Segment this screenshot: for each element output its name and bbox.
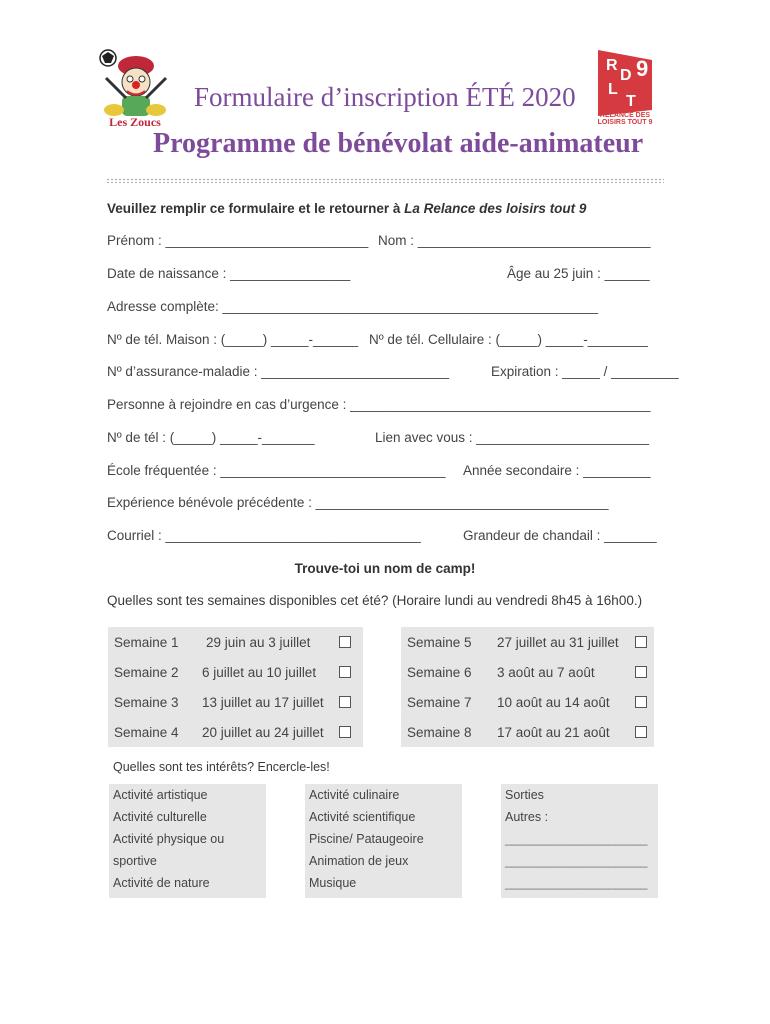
field-expiration[interactable]: Expiration : _____ / _________	[491, 364, 679, 379]
camp-logo-text: Les Zoucs	[109, 115, 161, 129]
week-row	[108, 657, 363, 687]
week-label: Semaine 5	[407, 634, 472, 650]
week-dates: 10 août au 14 août	[497, 694, 610, 710]
week-row	[401, 717, 654, 747]
dotted-divider	[106, 178, 664, 183]
rdlt-letter-r: R	[606, 57, 618, 74]
week-row	[401, 687, 654, 717]
week-checkbox[interactable]	[339, 726, 351, 738]
interests-col-2	[305, 784, 462, 898]
rdlt-letter-t: T	[626, 93, 636, 110]
week-dates: 27 juillet au 31 juillet	[497, 634, 619, 650]
interest-item[interactable]: Autres :	[505, 810, 549, 824]
week-checkbox[interactable]	[339, 696, 351, 708]
week-dates: 13 juillet au 17 juillet	[202, 694, 324, 710]
interest-item[interactable]: Activité physique ou	[113, 832, 225, 846]
other-interest-line[interactable]: ______________________	[505, 876, 647, 890]
week-dates: 20 juillet au 24 juillet	[202, 724, 324, 740]
field-annee-secondaire[interactable]: Année secondaire : _________	[463, 463, 651, 478]
week-row	[108, 717, 363, 747]
week-row	[401, 657, 654, 687]
camp-logo	[96, 48, 174, 130]
field-date-naissance[interactable]: Date de naissance : ________________	[107, 266, 351, 281]
rdlt-logo	[592, 46, 658, 130]
week-label: Semaine 7	[407, 694, 472, 710]
interest-item[interactable]: Activité de nature	[113, 876, 210, 890]
rdlt-letter-l: L	[608, 81, 618, 98]
rdlt-caption: RELANCE DES LOISIRS TOUT 9	[597, 112, 653, 126]
interests-question: Quelles sont tes intérêts? Encercle-les!	[113, 760, 330, 774]
week-label: Semaine 3	[114, 694, 179, 710]
week-checkbox[interactable]	[339, 636, 351, 648]
field-chandail[interactable]: Grandeur de chandail : _______	[463, 528, 657, 543]
week-label: Semaine 8	[407, 724, 472, 740]
field-ecole[interactable]: École fréquentée : ______________________________	[107, 463, 446, 478]
field-assurance-maladie[interactable]: Nº d’assurance-maladie : _________________________	[107, 364, 449, 379]
rdlt-letter-d: D	[620, 67, 632, 84]
intro-text	[107, 201, 586, 216]
week-dates: 6 juillet au 10 juillet	[202, 664, 317, 680]
field-nom[interactable]: Nom : _______________________________	[378, 233, 651, 248]
field-tel-cellulaire[interactable]: Nº de tél. Cellulaire : (_____) _____-________	[369, 332, 648, 347]
field-age[interactable]: Âge au 25 juin : ______	[507, 266, 650, 281]
week-checkbox[interactable]	[635, 696, 647, 708]
field-personne-urgence[interactable]: Personne à rejoindre en cas d’urgence : ________________________________________	[107, 397, 651, 412]
week-label: Semaine 6	[407, 664, 472, 680]
other-interest-line[interactable]: ______________________	[505, 854, 647, 868]
field-adresse[interactable]: Adresse complète: __________________________________________________	[107, 299, 598, 314]
field-courriel[interactable]: Courriel : __________________________________	[107, 528, 421, 543]
week-checkbox[interactable]	[635, 726, 647, 738]
field-prenom[interactable]: Prénom : ___________________________	[107, 233, 369, 248]
camp-name-heading: Trouve-toi un nom de camp!	[294, 561, 476, 576]
interest-item[interactable]: Activité culturelle	[113, 810, 207, 824]
week-label: Semaine 2	[114, 664, 179, 680]
interest-item[interactable]: Activité scientifique	[309, 810, 416, 824]
field-tel-urgence[interactable]: Nº de tél : (_____) _____-_______	[107, 430, 315, 445]
field-experience[interactable]: Expérience bénévole précédente : _______________________________________	[107, 495, 609, 510]
week-checkbox[interactable]	[635, 666, 647, 678]
week-dates: 3 août au 7 août	[497, 664, 595, 680]
week-label: Semaine 1	[114, 634, 179, 650]
week-row	[401, 627, 654, 657]
interests-col-3	[501, 784, 658, 898]
intro-prefix: Veuillez remplir ce formulaire et le retourner à	[107, 201, 405, 216]
rdlt-letter-9: 9	[636, 56, 649, 81]
form-title: Formulaire d’inscription ÉTÉ 2020	[194, 82, 576, 112]
other-interest-line[interactable]: ______________________	[505, 832, 647, 846]
interest-item[interactable]: Activité culinaire	[309, 788, 400, 802]
interest-item[interactable]: Sorties	[505, 788, 544, 802]
intro-org: La Relance des loisirs tout 9	[404, 201, 587, 216]
interest-item[interactable]: Animation de jeux	[309, 854, 409, 868]
weeks-question: Quelles sont tes semaines disponibles cet été? (Horaire lundi au vendredi 8h45 à 16h00.)	[107, 593, 643, 608]
form-subtitle: Programme de bénévolat aide-animateur	[153, 128, 644, 159]
field-lien[interactable]: Lien avec vous : _______________________	[375, 430, 649, 445]
interests-col-1	[109, 784, 266, 898]
week-dates: 17 août au 21 août	[497, 724, 610, 740]
week-dates: 29 juin au 3 juillet	[206, 634, 311, 650]
week-checkbox[interactable]	[339, 666, 351, 678]
week-checkbox[interactable]	[635, 636, 647, 648]
interest-item[interactable]: sportive	[113, 854, 157, 868]
field-tel-maison[interactable]: Nº de tél. Maison : (_____) _____-______	[107, 332, 359, 347]
interest-item[interactable]: Piscine/ Pataugeoire	[309, 832, 424, 846]
interest-item[interactable]: Activité artistique	[113, 788, 208, 802]
week-row	[108, 687, 363, 717]
interest-item[interactable]: Musique	[309, 876, 357, 890]
week-row	[108, 627, 363, 657]
week-label: Semaine 4	[114, 724, 179, 740]
